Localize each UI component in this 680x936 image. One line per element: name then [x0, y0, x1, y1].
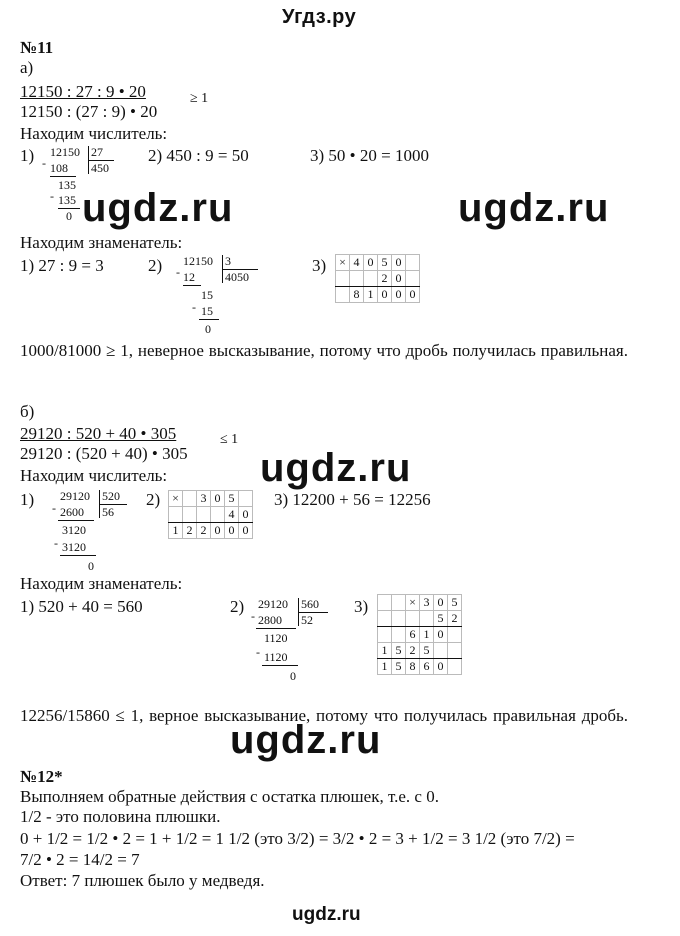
site-title[interactable]: Угдз.ру	[282, 6, 357, 28]
part-a-compare-sign: ≥ 1	[190, 91, 209, 106]
part-b-label: б)	[20, 402, 35, 421]
remainder-1: 1120	[264, 631, 288, 645]
digit: 6	[420, 659, 434, 675]
task-12-line-1: Выполняем обратные действия с остатка плюшек, т.е. с 0.	[20, 787, 439, 806]
digit: 0	[406, 287, 420, 303]
part-b-den-step3-label: 3)	[354, 597, 369, 616]
digit: 5	[225, 491, 239, 507]
digit	[406, 271, 420, 287]
subtrahend-2: 1120	[264, 650, 288, 664]
part-b-step1-label: 1)	[20, 490, 35, 509]
digit: 0	[434, 595, 448, 611]
subtract-line-2	[262, 665, 298, 666]
part-b-multiplication-grid-1	[168, 490, 253, 539]
subtrahend-2: 15	[201, 304, 213, 318]
digit: 0	[225, 523, 239, 539]
subtrahend-1: 12	[183, 270, 195, 284]
task-12-line-4: 7/2 • 2 = 14/2 = 7	[20, 850, 140, 869]
digit: 1	[378, 643, 392, 659]
digit: 2	[378, 271, 392, 287]
digit: 5	[378, 255, 392, 271]
quotient: 4050	[225, 270, 249, 284]
task-12-line-3: 0 + 1/2 = 1/2 • 2 = 1 + 1/2 = 1 1/2 (это 3/2) = 3/2 • 2 = 3 + 1/2 = 3 1/2 (это 7/2) =	[20, 829, 575, 848]
subtract-line-2	[60, 555, 96, 556]
digit	[378, 595, 392, 611]
minus-sign: -	[251, 609, 255, 623]
subtrahend-1: 108	[50, 161, 68, 175]
digit	[336, 271, 350, 287]
mult-sign: ×	[169, 491, 183, 507]
remainder-final: 0	[290, 669, 296, 683]
divisor: 520	[102, 489, 120, 503]
digit: 0	[392, 271, 406, 287]
part-a-den-step1: 1) 27 : 9 = 3	[20, 256, 104, 275]
part-b-denominator-heading: Находим знаменатель:	[20, 574, 183, 593]
part-b-compare-sign: ≤ 1	[220, 432, 239, 447]
digit: 0	[239, 523, 253, 539]
part-b-step3: 3) 12200 + 56 = 12256	[274, 490, 431, 509]
digit: 5	[392, 659, 406, 675]
digit: 0	[211, 523, 225, 539]
digit	[448, 643, 462, 659]
remainder-1: 15	[201, 288, 213, 302]
digit: 8	[350, 287, 364, 303]
digit	[448, 627, 462, 643]
digit: 0	[434, 627, 448, 643]
remainder-final: 0	[88, 559, 94, 573]
digit: 8	[406, 659, 420, 675]
digit	[183, 507, 197, 523]
digit: 5	[392, 643, 406, 659]
divisor: 27	[91, 145, 103, 159]
part-b-expression-1: 29120 : 520 + 40 • 305	[20, 424, 177, 443]
subtrahend-1: 2600	[60, 505, 84, 519]
minus-sign: -	[52, 501, 56, 515]
part-b-expression-2: 29120 : (520 + 40) • 305	[20, 444, 188, 463]
watermark: ugdz.ru	[260, 446, 412, 490]
divisor: 3	[225, 254, 231, 268]
part-a-step2: 2) 450 : 9 = 50	[148, 146, 249, 165]
digit	[406, 255, 420, 271]
digit: 2	[183, 523, 197, 539]
digit	[350, 271, 364, 287]
digit	[169, 507, 183, 523]
digit: 2	[448, 611, 462, 627]
digit: 4	[225, 507, 239, 523]
minus-sign: -	[256, 645, 260, 659]
digit: 1	[169, 523, 183, 539]
digit	[336, 287, 350, 303]
digit	[420, 611, 434, 627]
watermark: ugdz.ru	[230, 718, 382, 762]
digit: 3	[197, 491, 211, 507]
digit: 4	[350, 255, 364, 271]
part-a-den-step3-label: 3)	[312, 256, 327, 275]
digit	[239, 491, 253, 507]
part-a-step1-label: 1)	[20, 146, 35, 165]
part-b-den-step1: 1) 520 + 40 = 560	[20, 597, 143, 616]
mult-sign: ×	[336, 255, 350, 271]
remainder-final: 0	[205, 322, 211, 336]
part-a-expression-1: 12150 : 27 : 9 • 20	[20, 82, 146, 101]
digit: 5	[420, 643, 434, 659]
task-11-number: №11	[20, 38, 54, 57]
subtract-line-1	[256, 628, 296, 629]
digit: 0	[434, 659, 448, 675]
digit: 1	[420, 627, 434, 643]
part-b-conclusion: 12256/15860 ≤ 1, верное высказывание, потому что получилась правильная дробь.	[20, 706, 628, 725]
digit: 2	[197, 523, 211, 539]
digit: 2	[406, 643, 420, 659]
digit	[378, 611, 392, 627]
task-12-answer: Ответ: 7 плюшек было у медведя.	[20, 871, 265, 890]
digit	[211, 507, 225, 523]
minus-sign: -	[54, 536, 58, 550]
digit: 5	[434, 611, 448, 627]
digit	[392, 611, 406, 627]
dividend: 29120	[60, 489, 90, 503]
digit	[197, 507, 211, 523]
digit: 0	[392, 287, 406, 303]
subtract-line-2	[199, 319, 219, 320]
task-12-number: №12*	[20, 767, 63, 786]
quotient: 450	[91, 161, 109, 175]
part-a-label: а)	[20, 58, 34, 77]
remainder-1: 135	[58, 178, 76, 192]
digit	[183, 491, 197, 507]
subtract-line-1	[58, 520, 94, 521]
subtrahend-1: 2800	[258, 613, 282, 627]
dividend: 12150	[50, 145, 80, 159]
digit: 6	[406, 627, 420, 643]
part-a-conclusion: 1000/81000 ≥ 1, неверное высказывание, потому что дробь получилась правильная.	[20, 341, 628, 360]
dividend: 29120	[258, 597, 288, 611]
part-b-step2-label: 2)	[146, 490, 161, 509]
digit	[434, 643, 448, 659]
watermark: ugdz.ru	[82, 186, 234, 230]
watermark: ugdz.ru	[458, 186, 610, 230]
digit: 0	[378, 287, 392, 303]
part-b-numerator-heading: Находим числитель:	[20, 466, 168, 485]
minus-sign: -	[42, 156, 46, 170]
minus-sign: -	[192, 300, 196, 314]
digit: 0	[364, 255, 378, 271]
dividend: 12150	[183, 254, 213, 268]
footer-site[interactable]: ugdz.ru	[292, 904, 361, 925]
digit	[392, 627, 406, 643]
part-b-multiplication-grid-2	[377, 594, 462, 675]
part-a-numerator-heading: Находим числитель:	[20, 124, 168, 143]
digit: 1	[364, 287, 378, 303]
minus-sign: -	[176, 265, 180, 279]
digit: 0	[392, 255, 406, 271]
digit	[448, 659, 462, 675]
part-a-multiplication-grid	[335, 254, 420, 303]
digit	[392, 595, 406, 611]
part-a-den-step2-label: 2)	[148, 256, 163, 275]
subtract-line-1	[183, 285, 201, 286]
minus-sign: -	[50, 189, 54, 203]
digit: 0	[211, 491, 225, 507]
digit: 0	[239, 507, 253, 523]
digit: 5	[448, 595, 462, 611]
part-b-den-step2-label: 2)	[230, 597, 245, 616]
subtrahend-2: 3120	[62, 540, 86, 554]
task-12-line-2: 1/2 - это половина плюшки.	[20, 807, 221, 826]
digit	[406, 611, 420, 627]
subtract-line-1	[50, 176, 76, 177]
mult-sign: ×	[406, 595, 420, 611]
remainder-1: 3120	[62, 523, 86, 537]
part-a-expression-2: 12150 : (27 : 9) • 20	[20, 102, 158, 121]
quotient: 56	[102, 505, 114, 519]
remainder-final: 0	[66, 209, 72, 223]
divisor: 560	[301, 597, 319, 611]
quotient: 52	[301, 613, 313, 627]
digit: 3	[420, 595, 434, 611]
digit: 1	[378, 659, 392, 675]
part-a-denominator-heading: Находим знаменатель:	[20, 233, 183, 252]
digit	[378, 627, 392, 643]
digit	[364, 271, 378, 287]
subtrahend-2: 135	[58, 193, 76, 207]
part-a-step3: 3) 50 • 20 = 1000	[310, 146, 429, 165]
